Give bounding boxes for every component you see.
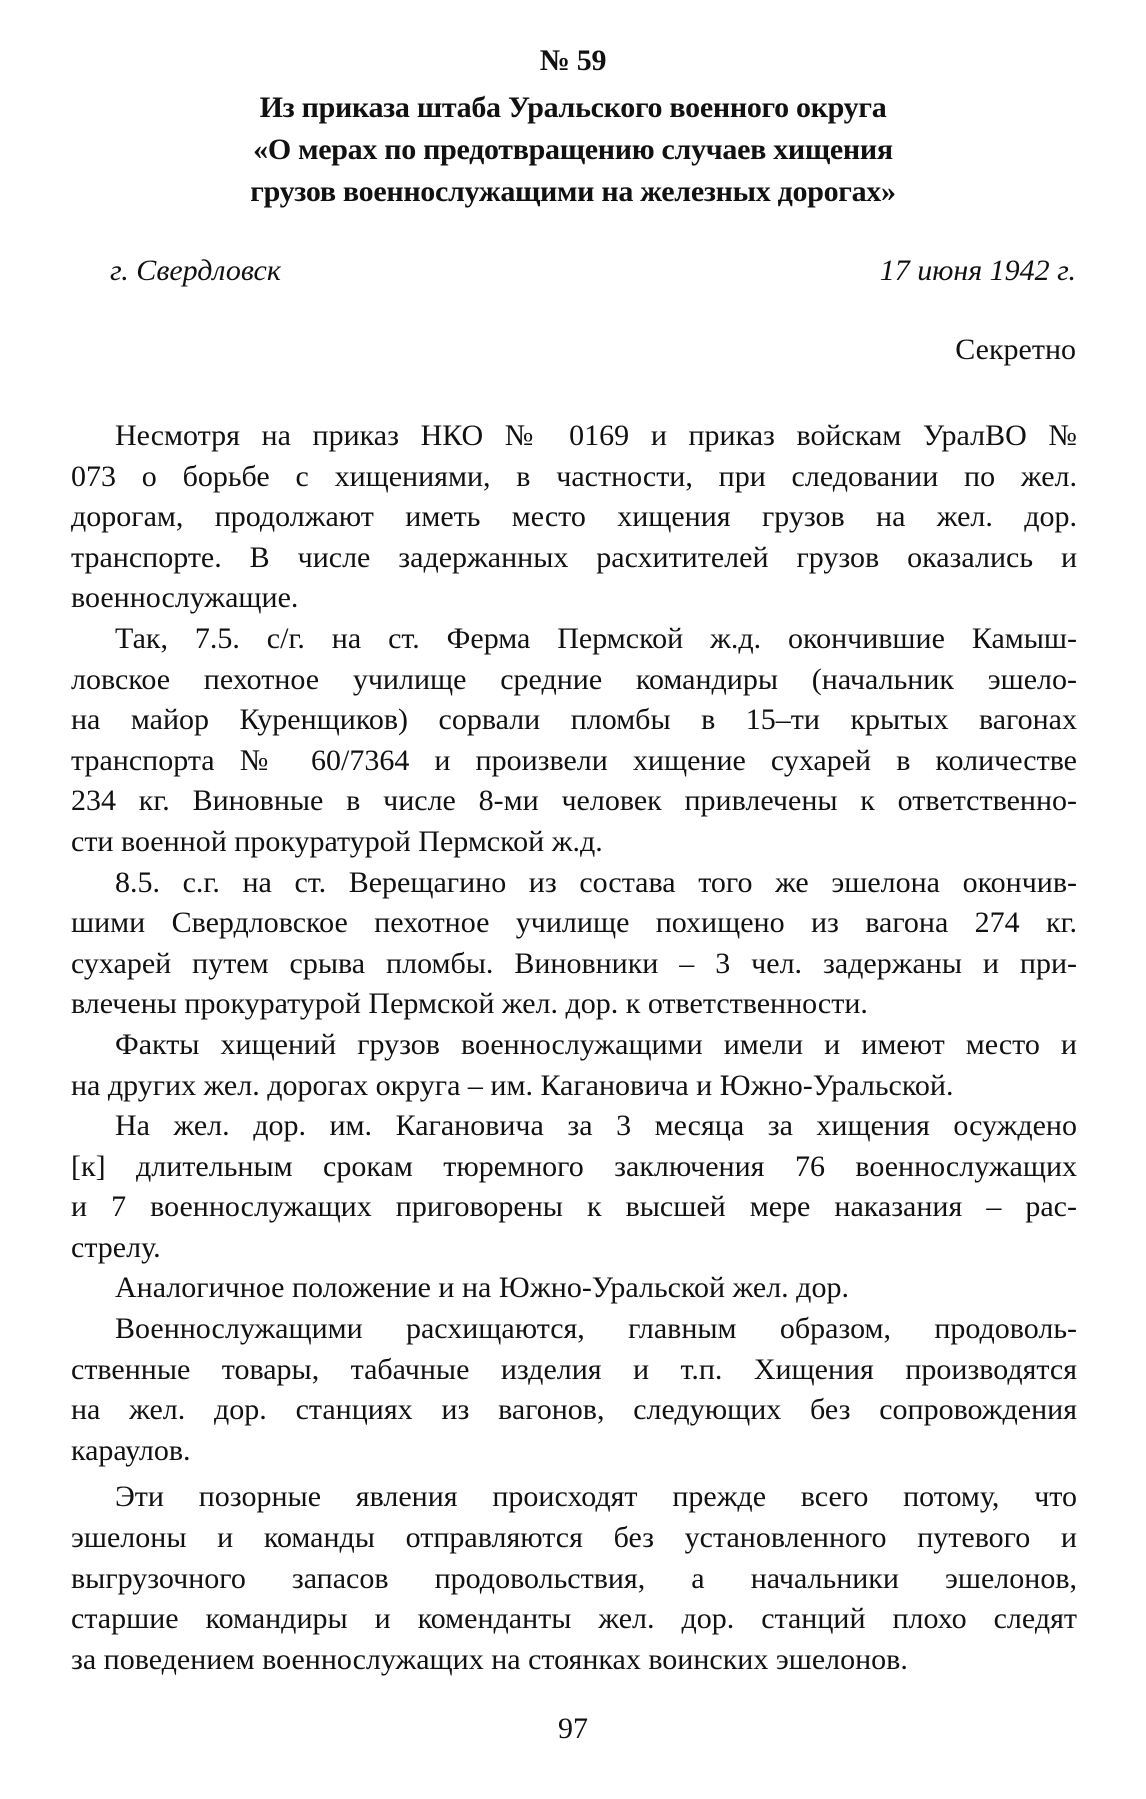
- text-line: Аналогичное положение и на Южно-Уральской жел. дор.: [115, 1271, 849, 1305]
- text-line: сухарей путем срыва пломбы. Виновники – 3 чел. задержаны и при-: [71, 946, 1077, 980]
- text-line: караулов.: [71, 1433, 191, 1467]
- text-line: выгрузочного запасов продовольствия, а начальники эшелонов,: [71, 1561, 1077, 1595]
- text-line: 8.5. с.г. на ст. Верещагино из состава того же эшелона окончив-: [115, 865, 1077, 899]
- text-line: влечены прокуратурой Пермской жел. дор. к ответственности.: [71, 987, 868, 1021]
- text-line: Так, 7.5. с/г. на ст. Ферма Пермской ж.д. окончившие Камыш-: [115, 621, 1077, 655]
- text-line: старшие командиры и коменданты жел. дор. станций плохо следят: [71, 1602, 1077, 1636]
- text-line: транспорта № 60/7364 и произвели хищение сухарей в количестве: [71, 743, 1077, 777]
- document-date: 17 июня 1942 г.: [879, 254, 1076, 287]
- text-line: на майор Куренщиков) сорвали пломбы в 15–ти крытых вагонах: [71, 703, 1077, 737]
- text-line: эшелоны и команды отправляются без установленного путевого и: [71, 1521, 1077, 1555]
- text-line: на жел. дор. станциях из вагонов, следующих без сопровождения: [71, 1393, 1077, 1427]
- document-number: № 59: [539, 44, 607, 77]
- paragraph: [71, 1268, 1077, 1309]
- classification-label: Секретно: [955, 333, 1076, 366]
- text-line: за поведением военнослужащих на стоянках воинских эшелонов.: [71, 1642, 908, 1676]
- text-line: ловское пехотное училище средние командиры (начальник эшело-: [71, 662, 1077, 696]
- paragraph: [71, 1106, 1077, 1268]
- paragraph: [71, 619, 1077, 863]
- text-line: сти военной прокуратурой Пермской ж.д.: [71, 824, 603, 858]
- text-line: дорогам, продолжают иметь место хищения грузов на жел. дор.: [71, 500, 1077, 534]
- paragraph: [71, 1309, 1077, 1471]
- text-line: [к] длительным срокам тюремного заключения 76 военнослужащих: [71, 1149, 1077, 1183]
- text-line: Несмотря на приказ НКО № 0169 и приказ войскам УралВО №: [115, 419, 1077, 452]
- text-line: военнослужащие.: [71, 581, 299, 615]
- text-line: Военнослужащими расхищаются, главным образом, продоволь-: [115, 1312, 1077, 1346]
- document-title-line-1: Из приказа штаба Уральского военного округа: [259, 91, 887, 124]
- text-line: на других жел. дорогах округа – им. Кагановича и Южно-Уральской.: [71, 1068, 954, 1102]
- text-line: транспорте. В числе задержанных расхитителей грузов оказались и: [71, 540, 1077, 574]
- text-line: Факты хищений грузов военнослужащими имели и имеют место и: [115, 1027, 1077, 1061]
- text-line: 234 кг. Виновные в числе 8-ми человек привлечены к ответственно-: [71, 784, 1077, 818]
- page-number: 97: [558, 1712, 588, 1745]
- paragraph: [71, 1477, 1077, 1680]
- document-title-line-3: грузов военнослужащими на железных дорогах»: [250, 175, 896, 208]
- text-line: стрелу.: [71, 1230, 161, 1264]
- text-line: 073 о борьбе с хищениями, в частности, при следовании по жел.: [71, 459, 1077, 493]
- document-title-line-2: «О мерах по предотвращению случаев хищения: [253, 133, 893, 166]
- paragraph: [71, 863, 1077, 1025]
- document-place: г. Свердловск: [110, 254, 281, 287]
- text-line: На жел. дор. им. Кагановича за 3 месяца за хищения осуждено: [115, 1109, 1077, 1143]
- paragraph: [71, 416, 1077, 619]
- text-line: Эти позорные явления происходят прежде всего потому, что: [115, 1480, 1077, 1514]
- paragraph: [71, 1025, 1077, 1106]
- document-body: [71, 416, 1077, 1680]
- text-line: и 7 военнослужащих приговорены к высшей мере наказания – рас-: [71, 1190, 1077, 1224]
- text-line: ственные товары, табачные изделия и т.п. Хищения производятся: [71, 1352, 1077, 1386]
- text-line: шими Свердловское пехотное училище похищено из вагона 274 кг.: [71, 906, 1077, 940]
